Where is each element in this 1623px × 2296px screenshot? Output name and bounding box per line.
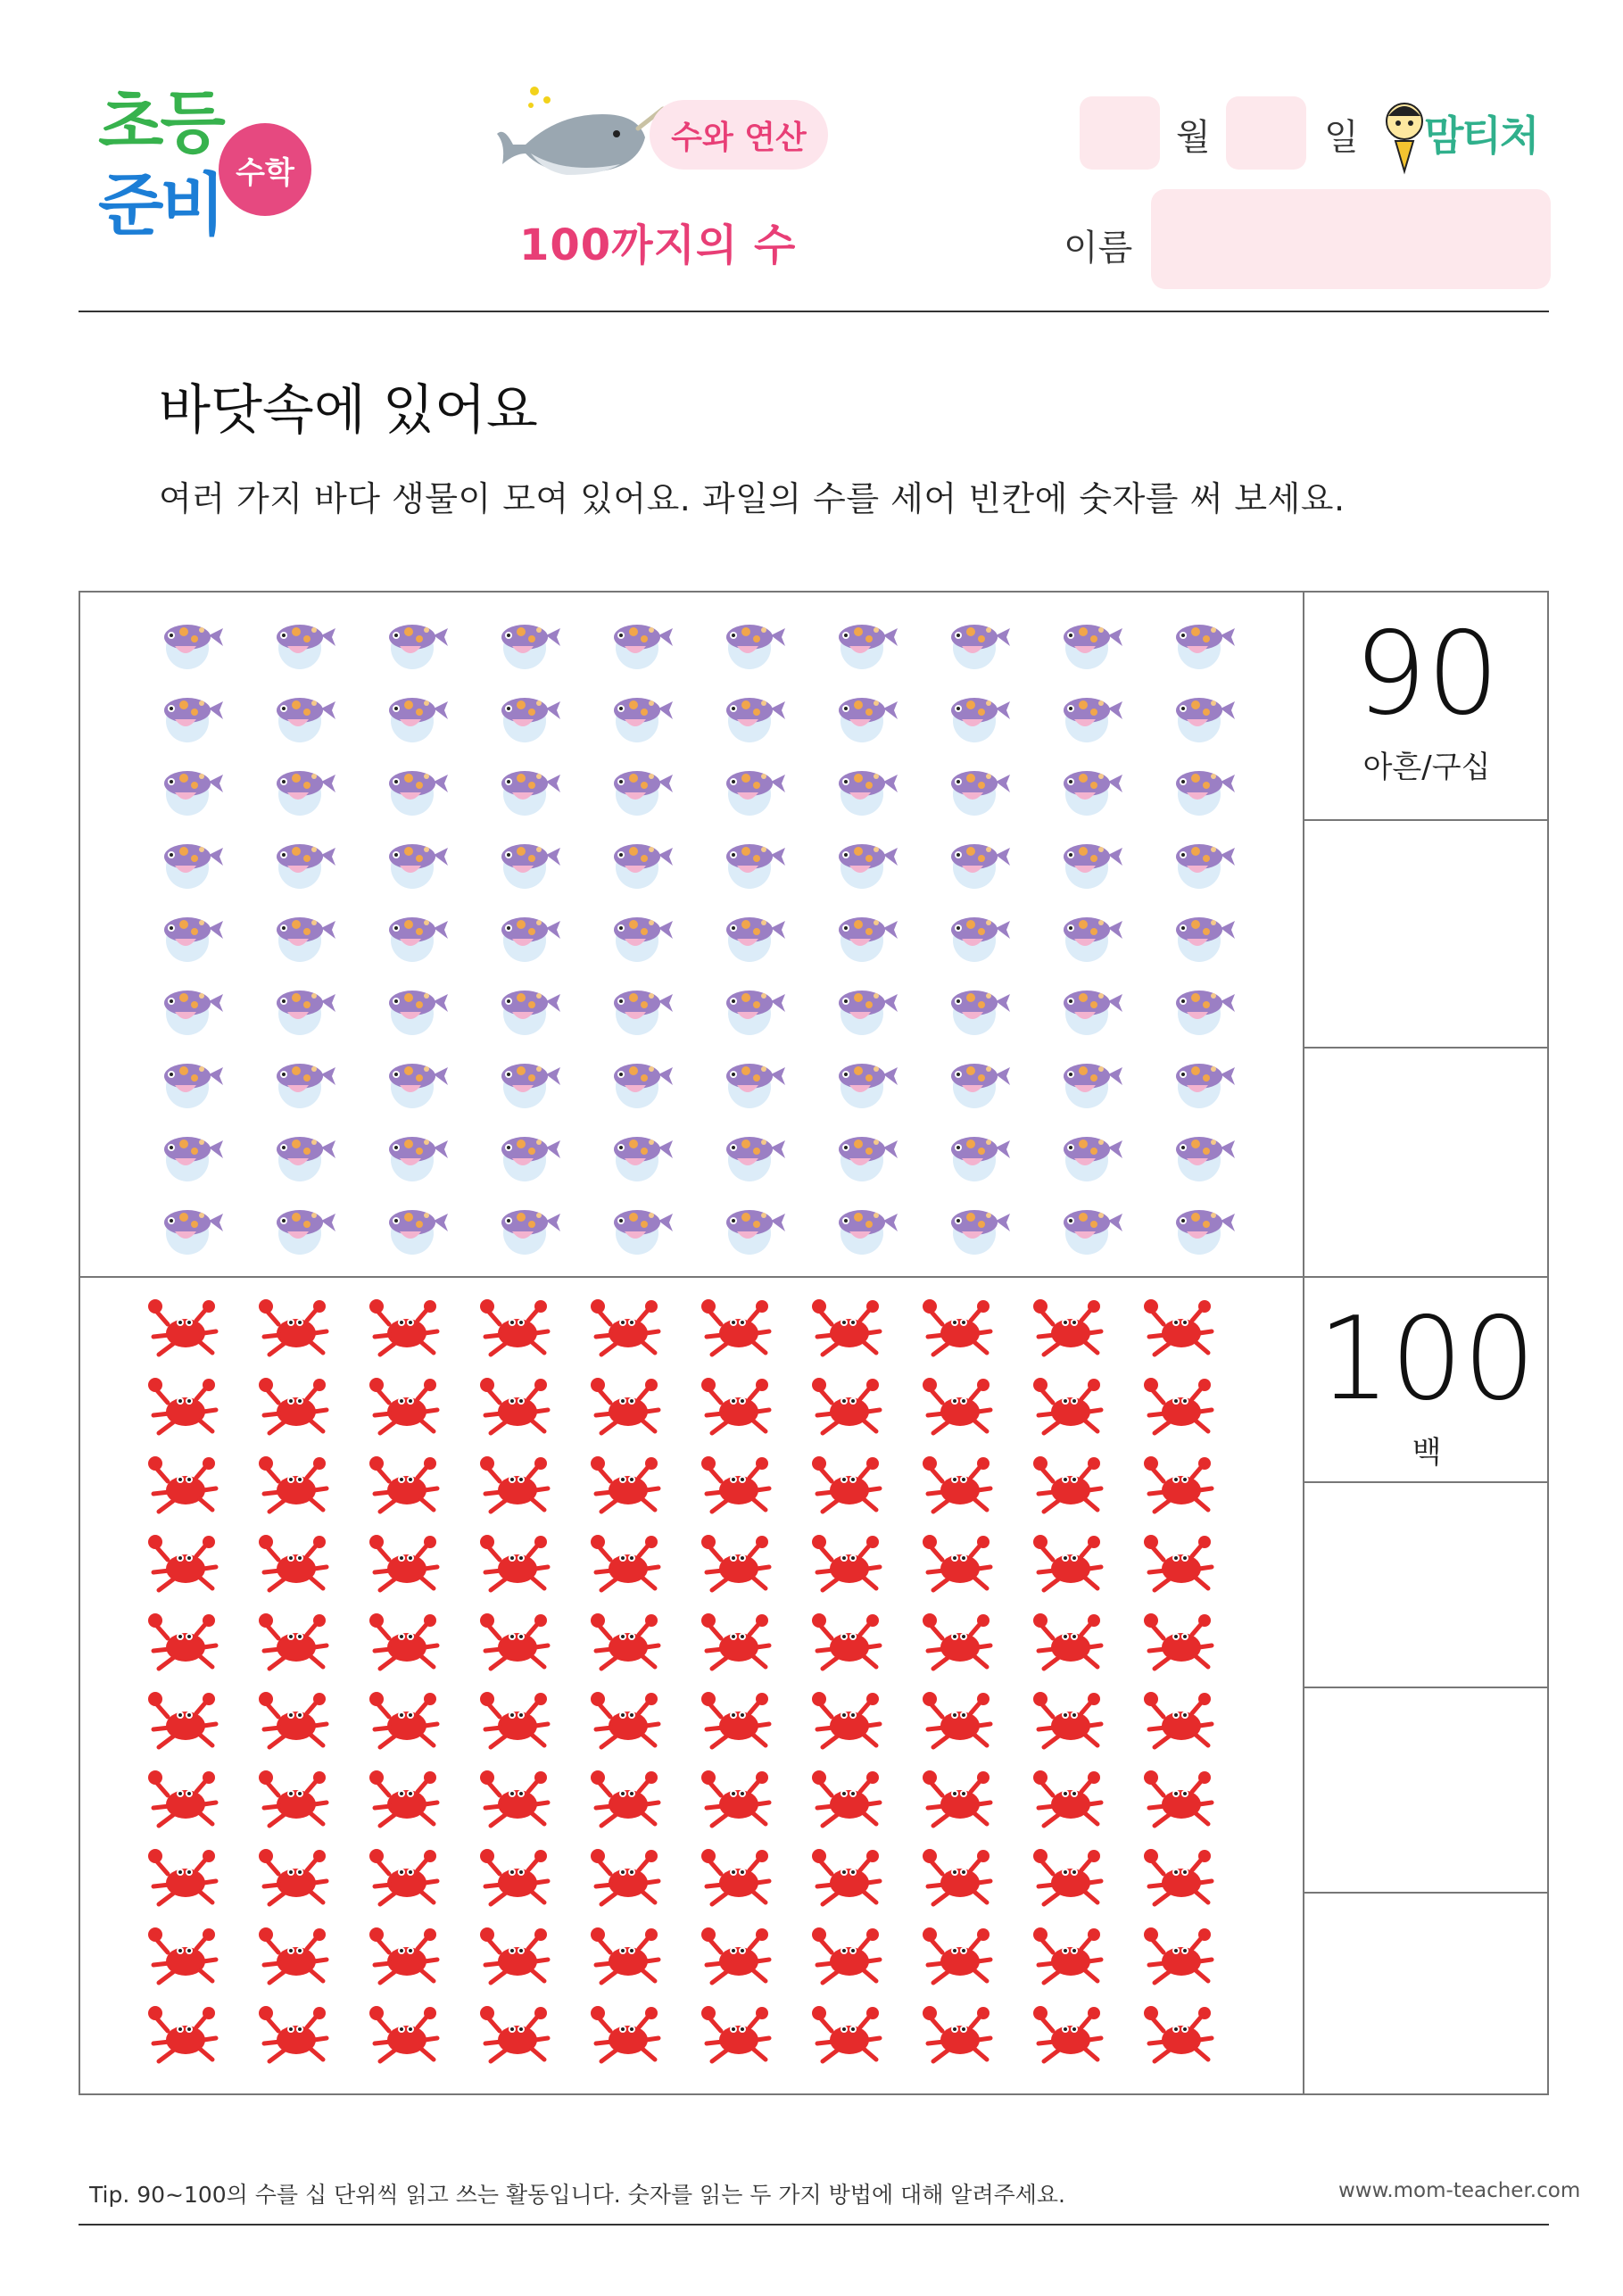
pufferfish-icon — [951, 771, 1010, 816]
pufferfish-icon — [839, 917, 898, 962]
crab-icon — [923, 1692, 990, 1747]
crab-icon — [701, 1378, 769, 1433]
pufferfish-icon — [839, 1137, 898, 1181]
pufferfish-icon — [389, 1210, 448, 1255]
crab-icon — [1033, 1299, 1101, 1355]
pufferfish-icon — [164, 1137, 223, 1181]
crab-icon — [701, 1613, 769, 1669]
month-field[interactable] — [1080, 96, 1160, 170]
header-divider — [79, 311, 1549, 312]
crab-icon — [1033, 1456, 1101, 1512]
section-pufferfish — [80, 593, 1547, 1276]
pufferfish-icon — [277, 771, 335, 816]
pufferfish-icon — [389, 771, 448, 816]
brand-logo — [1383, 96, 1558, 175]
crab-icon — [701, 1927, 769, 1983]
crab-icon — [148, 1456, 216, 1512]
pufferfish-icon — [164, 917, 223, 962]
pufferfish-icon — [389, 991, 448, 1035]
pufferfish-icon — [839, 991, 898, 1035]
pufferfish-icon — [277, 1137, 335, 1181]
crab-icon — [591, 1927, 658, 1983]
pufferfish-icon — [501, 991, 560, 1035]
day-field[interactable] — [1226, 96, 1306, 170]
crab-icon — [591, 1378, 658, 1433]
crab-icon — [701, 1770, 769, 1826]
crab-icon — [812, 1927, 880, 1983]
pufferfish-icon — [277, 844, 335, 889]
number-100: 100 — [1317, 1293, 1536, 1426]
pufferfish-icon — [1064, 698, 1122, 742]
blank-answer-cell[interactable] — [1304, 1049, 1549, 1276]
pufferfish-icon — [951, 991, 1010, 1035]
pencil-mascot-icon — [1383, 96, 1426, 175]
pufferfish-icon — [614, 1210, 673, 1255]
pufferfish-icon — [1176, 1137, 1235, 1181]
pufferfish-icon — [951, 844, 1010, 889]
crab-icon — [591, 1535, 658, 1590]
pufferfish-icon — [501, 917, 560, 962]
crab-icon — [923, 1378, 990, 1433]
crab-icon — [259, 1535, 327, 1590]
pufferfish-icon — [726, 991, 785, 1035]
crab-icon — [480, 2006, 548, 2061]
crab-icon — [812, 1535, 880, 1590]
crab-icon — [1033, 1770, 1101, 1826]
pufferfish-icon — [726, 698, 785, 742]
crab-icon — [1144, 1692, 1212, 1747]
footer-website[interactable]: www.mom-teacher.com — [1338, 2179, 1581, 2202]
pufferfish-icon — [614, 917, 673, 962]
pufferfish-icon — [839, 771, 898, 816]
pufferfish-icon — [1064, 1064, 1122, 1108]
crab-icon — [369, 1770, 437, 1826]
crab-icon — [1144, 1613, 1212, 1669]
pufferfish-icon — [1176, 1064, 1235, 1108]
crab-icon — [480, 1299, 548, 1355]
crab-icon — [812, 1456, 880, 1512]
pufferfish-icon — [164, 1210, 223, 1255]
crab-icon — [923, 1535, 990, 1590]
pufferfish-icon — [501, 1064, 560, 1108]
answer-cell-number — [1304, 1278, 1549, 1483]
pufferfish-icon — [501, 698, 560, 742]
pufferfish-icon — [951, 1210, 1010, 1255]
topic-pill: 수와 연산 — [650, 100, 828, 170]
pufferfish-icon — [726, 844, 785, 889]
activity-instruction: 여러 가지 바다 생물이 모여 있어요. 과일의 수를 세어 빈칸에 숫자를 써 보세요. — [159, 479, 1346, 518]
crab-icon — [1144, 1378, 1212, 1433]
crab-icon — [812, 2006, 880, 2061]
name-field[interactable] — [1151, 189, 1551, 289]
pufferfish-grid — [80, 593, 1304, 1276]
crab-grid — [80, 1278, 1304, 2095]
crab-icon — [480, 1535, 548, 1590]
crab-icon — [591, 1299, 658, 1355]
answer-column-1 — [1304, 593, 1549, 1276]
pufferfish-icon — [614, 991, 673, 1035]
pufferfish-icon — [1176, 844, 1235, 889]
number-word-90: 아흔/구십 — [1362, 750, 1491, 785]
crab-icon — [369, 1849, 437, 1904]
crab-icon — [591, 1849, 658, 1904]
pufferfish-icon — [614, 698, 673, 742]
crab-icon — [701, 1456, 769, 1512]
pufferfish-icon — [1064, 771, 1122, 816]
crab-icon — [812, 1770, 880, 1826]
crab-icon — [259, 1770, 327, 1826]
crab-icon — [148, 1927, 216, 1983]
crab-icon — [480, 1927, 548, 1983]
pufferfish-grid-svg — [80, 593, 1304, 1276]
pufferfish-icon — [726, 1137, 785, 1181]
crab-icon — [259, 1456, 327, 1512]
crab-icon — [701, 2006, 769, 2061]
section-crab — [80, 1276, 1547, 2095]
pufferfish-icon — [951, 917, 1010, 962]
pufferfish-icon — [614, 1137, 673, 1181]
crab-icon — [480, 1692, 548, 1747]
crab-icon — [1144, 1535, 1212, 1590]
footer-divider — [79, 2224, 1549, 2226]
crab-icon — [701, 1692, 769, 1747]
crab-icon — [259, 2006, 327, 2061]
pufferfish-icon — [726, 917, 785, 962]
pufferfish-icon — [839, 1064, 898, 1108]
crab-icon — [148, 1692, 216, 1747]
pufferfish-icon — [614, 625, 673, 669]
crab-icon — [591, 1770, 658, 1826]
footer-tip: Tip. 90~100의 수를 십 단위씩 읽고 쓰는 활동입니다. 숫자를 읽는 두 가지 방법에 대해 알려주세요. — [89, 2182, 1065, 2208]
crab-icon — [369, 1927, 437, 1983]
pufferfish-icon — [389, 1137, 448, 1181]
crab-icon — [369, 2006, 437, 2061]
crab-icon — [1033, 1535, 1101, 1590]
pufferfish-grid-area — [80, 593, 1304, 1276]
crab-icon — [480, 1456, 548, 1512]
crab-icon — [812, 1299, 880, 1355]
crab-icon — [369, 1692, 437, 1747]
pufferfish-icon — [839, 1210, 898, 1255]
pufferfish-icon — [501, 1137, 560, 1181]
crab-icon — [1144, 1456, 1212, 1512]
crab-icon — [480, 1770, 548, 1826]
crab-icon — [1033, 1849, 1101, 1904]
crab-icon — [923, 1849, 990, 1904]
crab-icon — [369, 1535, 437, 1590]
crab-icon — [1033, 1378, 1101, 1433]
pufferfish-icon — [1176, 698, 1235, 742]
pufferfish-icon — [614, 771, 673, 816]
pufferfish-icon — [164, 698, 223, 742]
crab-icon — [480, 1613, 548, 1669]
crab-icon — [480, 1849, 548, 1904]
crab-icon — [259, 1692, 327, 1747]
pufferfish-icon — [277, 1064, 335, 1108]
crab-icon — [701, 1849, 769, 1904]
answer-cell-number — [1304, 593, 1549, 821]
pufferfish-icon — [951, 698, 1010, 742]
pufferfish-icon — [164, 771, 223, 816]
pufferfish-icon — [501, 771, 560, 816]
crab-icon — [369, 1299, 437, 1355]
blank-answer-cell[interactable] — [1304, 1483, 1549, 1688]
pufferfish-icon — [277, 991, 335, 1035]
crab-icon — [259, 1613, 327, 1669]
crab-icon — [148, 1299, 216, 1355]
pufferfish-icon — [614, 844, 673, 889]
blank-answer-cell[interactable] — [1304, 1894, 1549, 2093]
crab-icon — [259, 1849, 327, 1904]
pufferfish-icon — [951, 1064, 1010, 1108]
pufferfish-icon — [1176, 771, 1235, 816]
crab-icon — [923, 1299, 990, 1355]
pufferfish-icon — [1064, 991, 1122, 1035]
crab-icon — [812, 1613, 880, 1669]
pufferfish-icon — [1176, 625, 1235, 669]
crab-icon — [148, 1613, 216, 1669]
logo-line1 — [98, 83, 222, 162]
crab-icon — [259, 1378, 327, 1433]
pufferfish-icon — [277, 917, 335, 962]
pufferfish-icon — [726, 625, 785, 669]
crab-icon — [923, 1456, 990, 1512]
crab-icon — [1144, 1927, 1212, 1983]
crab-icon — [369, 1378, 437, 1433]
crab-icon — [1033, 1613, 1101, 1669]
pufferfish-icon — [164, 1064, 223, 1108]
pufferfish-icon — [389, 698, 448, 742]
crab-icon — [148, 1535, 216, 1590]
narwhal-icon — [495, 82, 665, 189]
counting-table — [79, 591, 1549, 2095]
logo-line2 — [98, 165, 222, 245]
crab-icon — [923, 2006, 990, 2061]
crab-icon — [148, 1770, 216, 1826]
crab-icon — [259, 1299, 327, 1355]
pufferfish-icon — [1176, 991, 1235, 1035]
day-label: 일 — [1324, 117, 1359, 158]
pufferfish-icon — [1064, 844, 1122, 889]
number-word-100: 백 — [1412, 1435, 1442, 1471]
crab-icon — [701, 1299, 769, 1355]
pufferfish-icon — [951, 625, 1010, 669]
logo-line1-text: 초등 — [98, 83, 222, 162]
crab-grid-svg — [80, 1278, 1304, 2095]
activity-title: 바닷속에 있어요 — [159, 379, 538, 442]
blank-answer-cell[interactable] — [1304, 1688, 1549, 1894]
crab-icon — [591, 1692, 658, 1747]
crab-icon — [591, 2006, 658, 2061]
crab-icon — [148, 1849, 216, 1904]
pufferfish-icon — [726, 771, 785, 816]
blank-answer-cell[interactable] — [1304, 821, 1549, 1049]
pufferfish-icon — [277, 698, 335, 742]
crab-icon — [1144, 1849, 1212, 1904]
crab-icon — [369, 1456, 437, 1512]
crab-icon — [591, 1456, 658, 1512]
number-90: 90 — [1354, 608, 1500, 741]
pufferfish-icon — [1064, 1137, 1122, 1181]
answer-column-2 — [1304, 1278, 1549, 2095]
month-label: 월 — [1176, 117, 1211, 158]
crab-icon — [369, 1613, 437, 1669]
crab-icon — [812, 1849, 880, 1904]
crab-icon — [148, 1378, 216, 1433]
logo-badge: 수학 — [219, 123, 311, 216]
pufferfish-icon — [839, 625, 898, 669]
crab-icon — [1033, 1692, 1101, 1747]
crab-icon — [148, 2006, 216, 2061]
pufferfish-icon — [614, 1064, 673, 1108]
brand-text: 맘티처 — [1424, 112, 1538, 160]
pufferfish-icon — [277, 1210, 335, 1255]
name-label: 이름 — [1064, 228, 1133, 269]
pufferfish-icon — [839, 844, 898, 889]
pufferfish-icon — [1176, 1210, 1235, 1255]
pufferfish-icon — [501, 844, 560, 889]
pufferfish-icon — [1064, 625, 1122, 669]
pufferfish-icon — [389, 1064, 448, 1108]
logo-line2-text: 준비 — [98, 165, 222, 245]
pufferfish-icon — [1064, 917, 1122, 962]
crab-icon — [701, 1535, 769, 1590]
pufferfish-icon — [277, 625, 335, 669]
crab-grid-area — [80, 1278, 1304, 2095]
crab-icon — [1144, 2006, 1212, 2061]
crab-icon — [1144, 1770, 1212, 1826]
pufferfish-icon — [164, 844, 223, 889]
crab-icon — [812, 1378, 880, 1433]
crab-icon — [923, 1927, 990, 1983]
pufferfish-icon — [839, 698, 898, 742]
crab-icon — [812, 1692, 880, 1747]
worksheet-subtitle: 100까지의 수 — [519, 220, 797, 270]
crab-icon — [480, 1378, 548, 1433]
crab-icon — [259, 1927, 327, 1983]
crab-icon — [1144, 1299, 1212, 1355]
pufferfish-icon — [164, 991, 223, 1035]
pufferfish-icon — [501, 625, 560, 669]
crab-icon — [591, 1613, 658, 1669]
pufferfish-icon — [501, 1210, 560, 1255]
logo — [89, 83, 321, 268]
crab-icon — [1033, 2006, 1101, 2061]
crab-icon — [923, 1613, 990, 1669]
pufferfish-icon — [1064, 1210, 1122, 1255]
pufferfish-icon — [726, 1064, 785, 1108]
pufferfish-icon — [389, 844, 448, 889]
pufferfish-icon — [951, 1137, 1010, 1181]
pufferfish-icon — [389, 917, 448, 962]
pufferfish-icon — [726, 1210, 785, 1255]
pufferfish-icon — [1176, 917, 1235, 962]
pufferfish-icon — [389, 625, 448, 669]
crab-icon — [923, 1770, 990, 1826]
pufferfish-icon — [164, 625, 223, 669]
crab-icon — [1033, 1927, 1101, 1983]
